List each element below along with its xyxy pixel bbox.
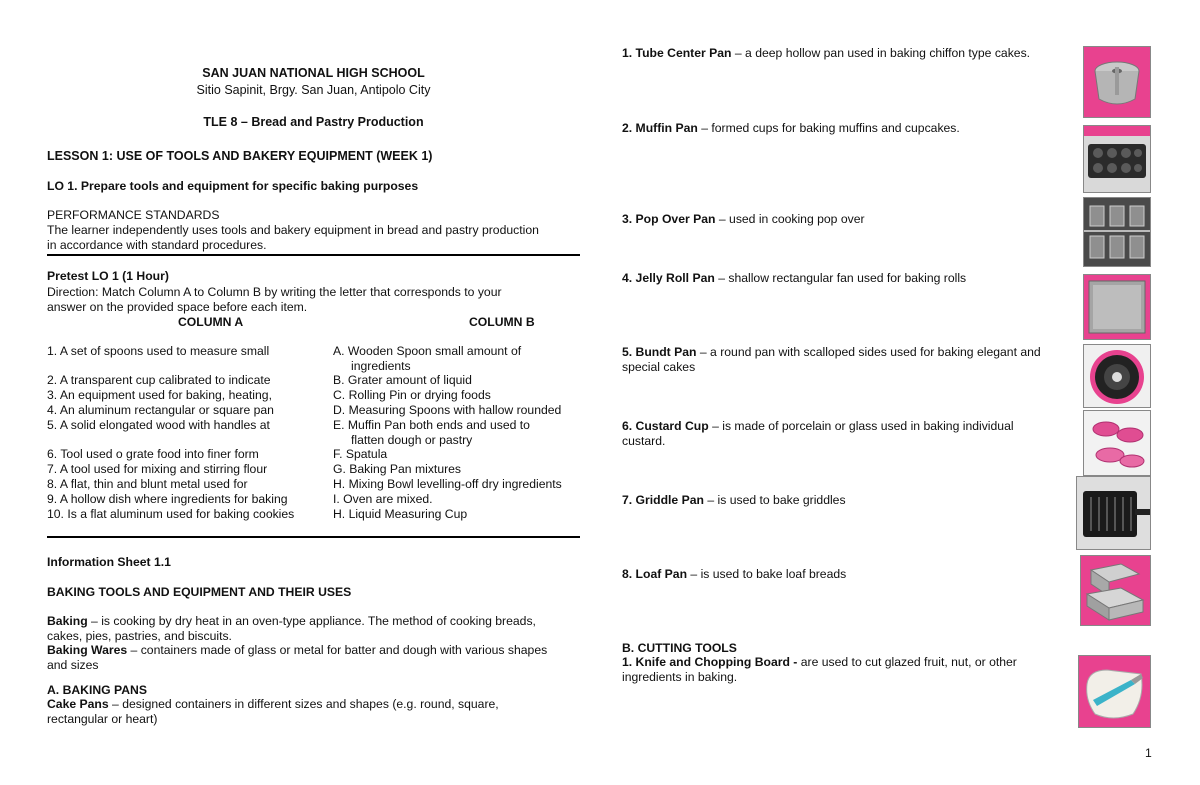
item-def: – used in cooking pop over xyxy=(715,212,865,226)
tube-center-pan-image xyxy=(1083,46,1151,118)
baking-wares-def-line2: and sizes xyxy=(47,658,99,672)
item-def: – shallow rectangular fan used for baking rolls xyxy=(714,271,967,285)
column-b-item-cont: flatten dough or pastry xyxy=(351,433,473,447)
item-jelly-roll-pan xyxy=(622,271,966,287)
cake-pans-definition xyxy=(47,697,499,713)
info-sheet-title: BAKING TOOLS AND EQUIPMENT AND THEIR USES xyxy=(47,585,352,599)
knife-def-line2: ingredients in baking. xyxy=(622,670,738,684)
griddle-pan-image xyxy=(1076,476,1151,550)
school-address: Sitio Sapinit, Brgy. San Juan, Antipolo City xyxy=(196,83,431,97)
item-term: 7. Griddle Pan xyxy=(622,493,704,507)
learning-objective: LO 1. Prepare tools and equipment for specific baking purposes xyxy=(47,179,419,193)
column-b-item: H. Mixing Bowl levelling-off dry ingredients xyxy=(333,477,562,491)
column-b-item: F. Spatula xyxy=(333,447,388,461)
item-pop-over-pan xyxy=(622,212,865,228)
subject-title: TLE 8 – Bread and Pastry Production xyxy=(203,115,424,129)
item-term: 3. Pop Over Pan xyxy=(622,212,716,226)
item-custard-cup xyxy=(622,419,1014,435)
baking-wares-definition xyxy=(47,643,547,659)
knife-term: 1. Knife and Chopping Board - xyxy=(622,655,798,669)
performance-standards-title: PERFORMANCE STANDARDS xyxy=(47,208,220,222)
item-def: – is used to bake griddles xyxy=(703,493,846,507)
knife-chopping-board-image xyxy=(1078,655,1151,728)
knife-def-line1: are used to cut glazed fruit, nut, or other xyxy=(797,655,1017,669)
column-b-item: C. Rolling Pin or drying foods xyxy=(333,388,491,402)
custard-cup-image xyxy=(1083,410,1151,476)
cake-pans-def-line2: rectangular or heart) xyxy=(47,712,158,726)
item-term: 5. Bundt Pan xyxy=(622,345,697,359)
column-a-header: COLUMN A xyxy=(178,315,244,329)
item-loaf-pan xyxy=(622,567,846,583)
item-tube-center-pan xyxy=(622,46,1030,62)
info-sheet-label: Information Sheet 1.1 xyxy=(47,555,171,569)
baking-term: Baking xyxy=(47,614,88,628)
cake-pans-term: Cake Pans xyxy=(47,697,109,711)
column-b-item: G. Baking Pan mixtures xyxy=(333,462,462,476)
section-b-title: B. CUTTING TOOLS xyxy=(622,641,737,655)
pop-over-pan-image xyxy=(1083,197,1151,267)
column-a-item: 10. Is a flat aluminum used for baking cookies xyxy=(47,507,295,521)
pretest-direction-line2: answer on the provided space before each item. xyxy=(47,300,308,314)
column-a-item: 8. A flat, thin and blunt metal used for xyxy=(47,477,248,491)
column-a-item: 9. A hollow dish where ingredients for baking xyxy=(47,492,288,506)
item-def: – formed cups for baking muffins and cupcakes. xyxy=(697,121,960,135)
item-term: 1. Tube Center Pan xyxy=(622,46,732,60)
lesson-title: LESSON 1: USE OF TOOLS AND BAKERY EQUIPMENT (WEEK 1) xyxy=(47,149,433,163)
column-b-item: H. Liquid Measuring Cup xyxy=(333,507,468,521)
section-a-title: A. BAKING PANS xyxy=(47,683,147,697)
divider-1 xyxy=(47,254,580,256)
column-a-item: 1. A set of spoons used to measure small xyxy=(47,344,270,358)
school-name: SAN JUAN NATIONAL HIGH SCHOOL xyxy=(202,66,425,80)
item-def: – is used to bake loaf breads xyxy=(687,567,847,581)
knife-definition xyxy=(622,655,1017,671)
baking-definition xyxy=(47,614,536,630)
baking-wares-def-line1: – containers made of glass or metal for batter and dough with various shapes xyxy=(127,643,548,657)
item-def: – is made of porcelain or glass used in baking individual xyxy=(708,419,1014,433)
item-term: 6. Custard Cup xyxy=(622,419,709,433)
jelly-roll-pan-image xyxy=(1083,274,1151,340)
item-def: – a round pan with scalloped sides used for baking elegant and xyxy=(696,345,1041,359)
column-b-item: A. Wooden Spoon small amount of xyxy=(333,344,522,358)
performance-standards-line2: in accordance with standard procedures. xyxy=(47,238,267,252)
bundt-pan-image xyxy=(1083,344,1151,408)
item-bundt-pan-line2: special cakes xyxy=(622,360,696,374)
item-def: – a deep hollow pan used in baking chiffon type cakes. xyxy=(731,46,1031,60)
item-muffin-pan xyxy=(622,121,960,137)
baking-def-line2: cakes, pies, pastries, and biscuits. xyxy=(47,629,232,643)
column-b-item: B. Grater amount of liquid xyxy=(333,373,472,387)
item-bundt-pan xyxy=(622,345,1041,361)
column-a-item: 7. A tool used for mixing and stirring flour xyxy=(47,462,268,476)
pretest-direction-line1: Direction: Match Column A to Column B by writing the letter that corresponds to your xyxy=(47,285,502,299)
column-a-item: 5. A solid elongated wood with handles at xyxy=(47,418,270,432)
baking-wares-term: Baking Wares xyxy=(47,643,128,657)
column-b-item: E. Muffin Pan both ends and used to xyxy=(333,418,530,432)
column-a-item: 2. A transparent cup calibrated to indicate xyxy=(47,373,271,387)
item-term: 8. Loaf Pan xyxy=(622,567,688,581)
baking-def-line1: – is cooking by dry heat in an oven-type appliance. The method of cooking breads, xyxy=(87,614,536,628)
column-a-item: 6. Tool used o grate food into finer form xyxy=(47,447,259,461)
column-a-item: 3. An equipment used for baking, heating, xyxy=(47,388,272,402)
column-b-header: COLUMN B xyxy=(469,315,535,329)
item-term: 2. Muffin Pan xyxy=(622,121,698,135)
divider-2 xyxy=(47,536,580,538)
column-a-item: 4. An aluminum rectangular or square pan xyxy=(47,403,274,417)
pretest-title: Pretest LO 1 (1 Hour) xyxy=(47,269,169,283)
column-b-item-cont: ingredients xyxy=(351,359,411,373)
loaf-pan-image xyxy=(1080,555,1151,626)
muffin-pan-image xyxy=(1083,125,1151,193)
item-custard-cup-line2: custard. xyxy=(622,434,666,448)
item-griddle-pan xyxy=(622,493,846,509)
column-b-item: D. Measuring Spoons with hallow rounded xyxy=(333,403,562,417)
cake-pans-def-line1: – designed containers in different sizes and shapes (e.g. round, square, xyxy=(108,697,499,711)
column-b-item: I. Oven are mixed. xyxy=(333,492,433,506)
performance-standards-line1: The learner independently uses tools and bakery equipment in bread and pastry production xyxy=(47,223,539,237)
item-term: 4. Jelly Roll Pan xyxy=(622,271,715,285)
page-number: 1 xyxy=(1145,746,1152,760)
